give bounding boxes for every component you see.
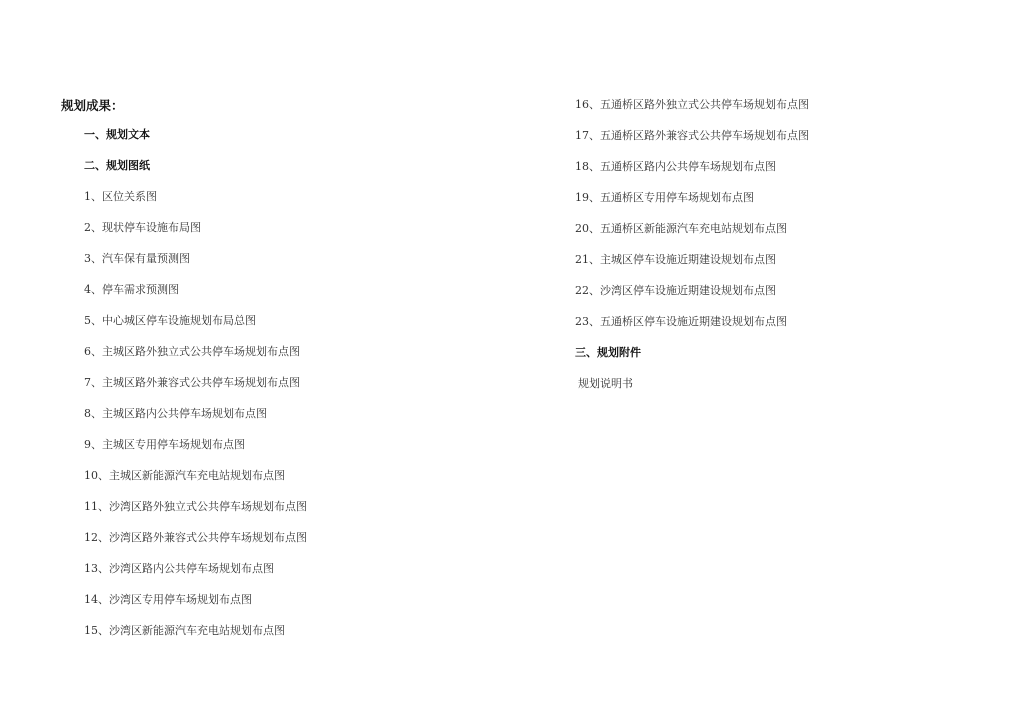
page-title: 规划成果： <box>61 98 124 113</box>
list-item: 8、主城区路内公共停车场规划布点图 <box>84 407 267 420</box>
list-item: 15、沙湾区新能源汽车充电站规划布点图 <box>84 624 285 637</box>
list-item: 16、五通桥区路外独立式公共停车场规划布点图 <box>575 98 809 111</box>
section-heading: 三、规划附件 <box>575 346 641 359</box>
list-item: 7、主城区路外兼容式公共停车场规划布点图 <box>84 376 300 389</box>
list-item: 12、沙湾区路外兼容式公共停车场规划布点图 <box>84 531 307 544</box>
list-item: 9、主城区专用停车场规划布点图 <box>84 438 245 451</box>
list-item: 1、区位关系图 <box>84 190 157 203</box>
list-item: 5、中心城区停车设施规划布局总图 <box>84 314 256 327</box>
list-item: 6、主城区路外独立式公共停车场规划布点图 <box>84 345 300 358</box>
section-heading: 二、规划图纸 <box>84 159 150 172</box>
list-item: 11、沙湾区路外独立式公共停车场规划布点图 <box>84 500 307 513</box>
list-item: 21、主城区停车设施近期建设规划布点图 <box>575 253 776 266</box>
left-column-list <box>84 126 307 653</box>
list-item: 23、五通桥区停车设施近期建设规划布点图 <box>575 315 787 328</box>
list-item: 18、五通桥区路内公共停车场规划布点图 <box>575 160 776 173</box>
appendix-item: 规划说明书 <box>578 377 633 390</box>
right-column-list <box>575 96 809 406</box>
list-item: 13、沙湾区路内公共停车场规划布点图 <box>84 562 274 575</box>
list-item: 22、沙湾区停车设施近期建设规划布点图 <box>575 284 776 297</box>
section-heading: 一、规划文本 <box>84 128 150 141</box>
list-item: 20、五通桥区新能源汽车充电站规划布点图 <box>575 222 787 235</box>
list-item: 10、主城区新能源汽车充电站规划布点图 <box>84 469 285 482</box>
list-item: 17、五通桥区路外兼容式公共停车场规划布点图 <box>575 129 809 142</box>
list-item: 2、现状停车设施布局图 <box>84 221 201 234</box>
list-item: 19、五通桥区专用停车场规划布点图 <box>575 191 754 204</box>
list-item: 4、停车需求预测图 <box>84 283 179 296</box>
list-item: 14、沙湾区专用停车场规划布点图 <box>84 593 252 606</box>
list-item: 3、汽车保有量预测图 <box>84 252 190 265</box>
